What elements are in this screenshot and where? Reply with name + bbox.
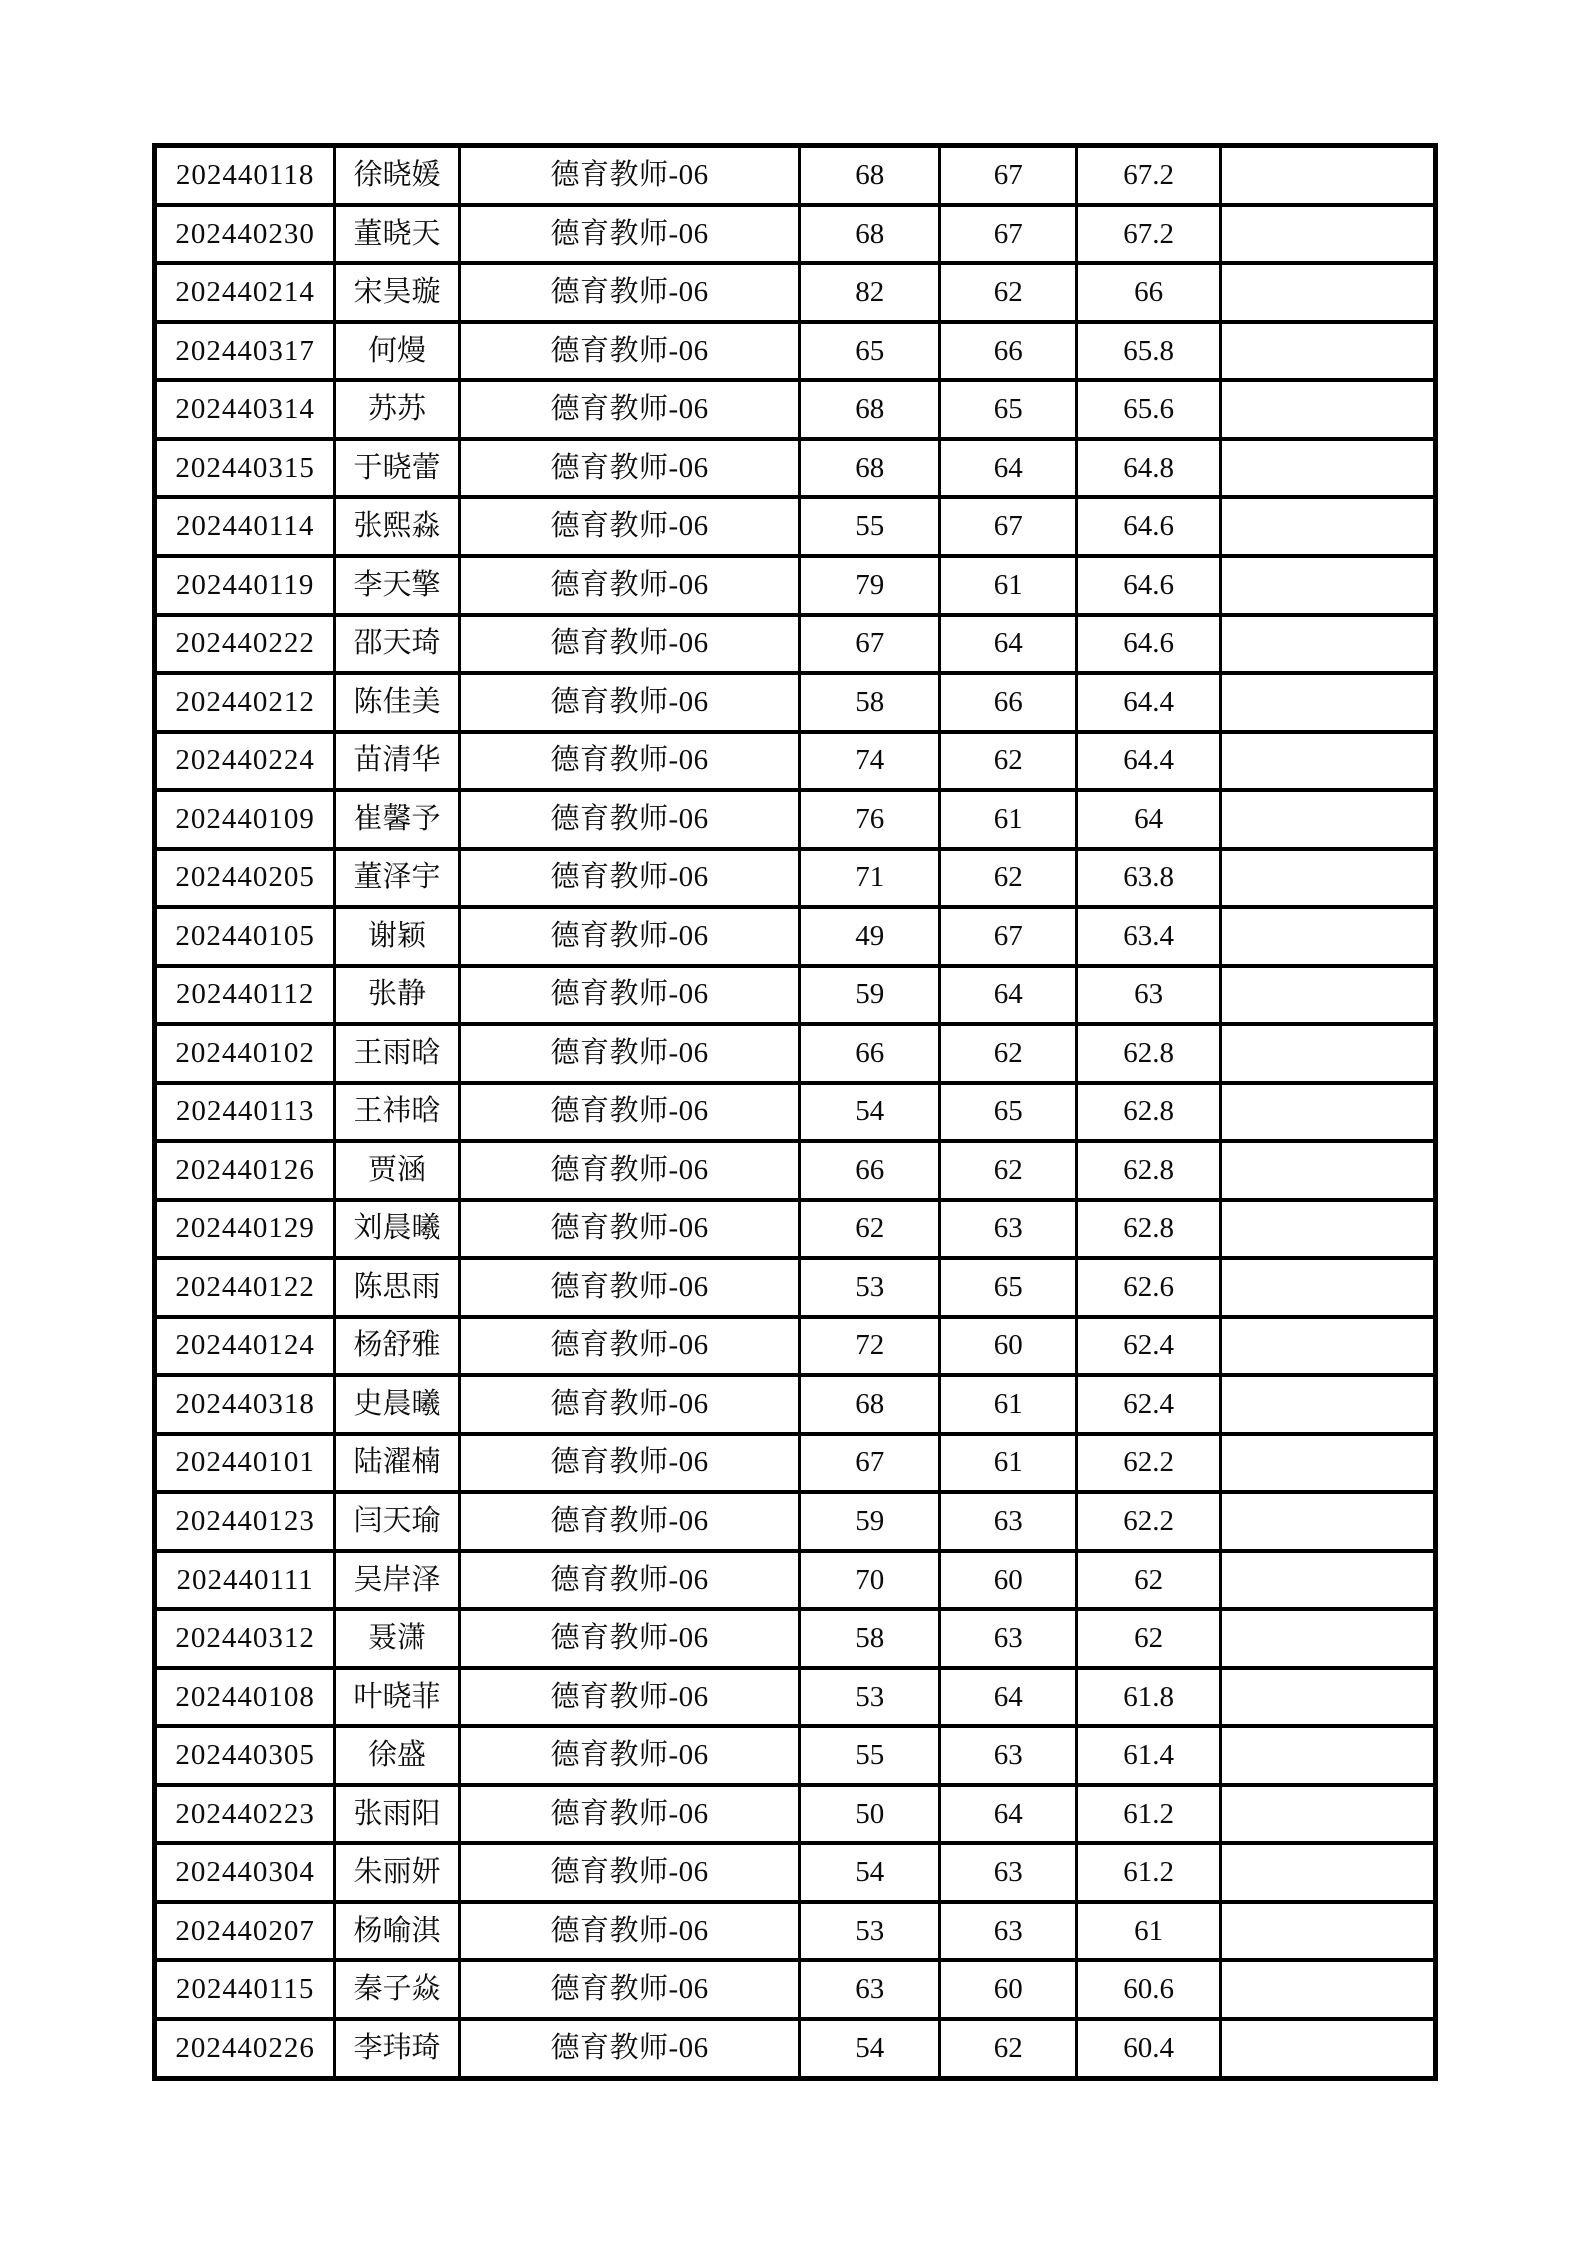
cell-score-2: 63 bbox=[939, 1902, 1076, 1961]
cell-position: 德育教师-06 bbox=[459, 1258, 800, 1317]
table-row bbox=[155, 1960, 1436, 2019]
cell-candidate-id: 202440222 bbox=[155, 615, 335, 674]
cell-score-2: 66 bbox=[939, 673, 1076, 732]
cell-score-3: 62.8 bbox=[1077, 1141, 1220, 1200]
table-row bbox=[155, 1551, 1436, 1610]
cell-blank bbox=[1220, 146, 1435, 205]
table-row bbox=[155, 1141, 1436, 1200]
cell-blank bbox=[1220, 966, 1435, 1025]
cell-score-3: 61.8 bbox=[1077, 1668, 1220, 1727]
cell-score-3: 64.6 bbox=[1077, 556, 1220, 615]
table-row bbox=[155, 1083, 1436, 1142]
cell-blank bbox=[1220, 615, 1435, 674]
cell-candidate-id: 202440129 bbox=[155, 1200, 335, 1259]
cell-name: 杨舒雅 bbox=[335, 1317, 460, 1376]
cell-score-1: 53 bbox=[800, 1258, 940, 1317]
cell-name: 吴岸泽 bbox=[335, 1551, 460, 1610]
cell-position: 德育教师-06 bbox=[459, 966, 800, 1025]
cell-candidate-id: 202440124 bbox=[155, 1317, 335, 1376]
cell-blank bbox=[1220, 205, 1435, 264]
cell-name: 贾涵 bbox=[335, 1141, 460, 1200]
cell-candidate-id: 202440315 bbox=[155, 439, 335, 498]
cell-candidate-id: 202440118 bbox=[155, 146, 335, 205]
cell-candidate-id: 202440205 bbox=[155, 849, 335, 908]
cell-position: 德育教师-06 bbox=[459, 1375, 800, 1434]
cell-position: 德育教师-06 bbox=[459, 380, 800, 439]
cell-name: 闫天瑜 bbox=[335, 1492, 460, 1551]
table-row bbox=[155, 439, 1436, 498]
cell-position: 德育教师-06 bbox=[459, 1141, 800, 1200]
cell-score-1: 68 bbox=[800, 1375, 940, 1434]
table-row bbox=[155, 615, 1436, 674]
cell-position: 德育教师-06 bbox=[459, 556, 800, 615]
cell-score-1: 70 bbox=[800, 1551, 940, 1610]
cell-candidate-id: 202440207 bbox=[155, 1902, 335, 1961]
cell-position: 德育教师-06 bbox=[459, 615, 800, 674]
cell-name: 苗清华 bbox=[335, 732, 460, 791]
cell-candidate-id: 202440119 bbox=[155, 556, 335, 615]
cell-name: 李玮琦 bbox=[335, 2019, 460, 2079]
cell-score-1: 68 bbox=[800, 146, 940, 205]
cell-score-2: 64 bbox=[939, 966, 1076, 1025]
cell-candidate-id: 202440223 bbox=[155, 1785, 335, 1844]
cell-blank bbox=[1220, 380, 1435, 439]
table-row bbox=[155, 1668, 1436, 1727]
cell-position: 德育教师-06 bbox=[459, 1960, 800, 2019]
cell-position: 德育教师-06 bbox=[459, 1902, 800, 1961]
cell-score-3: 64.6 bbox=[1077, 497, 1220, 556]
cell-name: 叶晓菲 bbox=[335, 1668, 460, 1727]
cell-name: 张雨阳 bbox=[335, 1785, 460, 1844]
cell-blank bbox=[1220, 497, 1435, 556]
cell-score-2: 65 bbox=[939, 1258, 1076, 1317]
cell-position: 德育教师-06 bbox=[459, 1843, 800, 1902]
cell-blank bbox=[1220, 673, 1435, 732]
cell-position: 德育教师-06 bbox=[459, 205, 800, 264]
cell-score-2: 63 bbox=[939, 1726, 1076, 1785]
cell-score-1: 76 bbox=[800, 790, 940, 849]
cell-name: 何熳 bbox=[335, 322, 460, 381]
cell-score-1: 66 bbox=[800, 1141, 940, 1200]
cell-candidate-id: 202440214 bbox=[155, 263, 335, 322]
cell-score-2: 65 bbox=[939, 380, 1076, 439]
cell-name: 董晓天 bbox=[335, 205, 460, 264]
cell-name: 聂潇 bbox=[335, 1609, 460, 1668]
cell-score-3: 60.4 bbox=[1077, 2019, 1220, 2079]
cell-score-3: 64.8 bbox=[1077, 439, 1220, 498]
table-row bbox=[155, 1843, 1436, 1902]
cell-score-2: 63 bbox=[939, 1492, 1076, 1551]
cell-position: 德育教师-06 bbox=[459, 1785, 800, 1844]
cell-score-1: 68 bbox=[800, 380, 940, 439]
cell-name: 张静 bbox=[335, 966, 460, 1025]
cell-position: 德育教师-06 bbox=[459, 1726, 800, 1785]
cell-candidate-id: 202440114 bbox=[155, 497, 335, 556]
cell-score-2: 67 bbox=[939, 205, 1076, 264]
cell-candidate-id: 202440126 bbox=[155, 1141, 335, 1200]
cell-position: 德育教师-06 bbox=[459, 849, 800, 908]
cell-score-3: 60.6 bbox=[1077, 1960, 1220, 2019]
cell-score-1: 68 bbox=[800, 439, 940, 498]
cell-position: 德育教师-06 bbox=[459, 263, 800, 322]
cell-name: 王祎晗 bbox=[335, 1083, 460, 1142]
cell-position: 德育教师-06 bbox=[459, 1083, 800, 1142]
cell-score-3: 62.2 bbox=[1077, 1492, 1220, 1551]
cell-blank bbox=[1220, 732, 1435, 791]
cell-candidate-id: 202440230 bbox=[155, 205, 335, 264]
cell-name: 陈思雨 bbox=[335, 1258, 460, 1317]
cell-name: 陈佳美 bbox=[335, 673, 460, 732]
cell-score-2: 61 bbox=[939, 790, 1076, 849]
cell-score-3: 61.2 bbox=[1077, 1785, 1220, 1844]
cell-candidate-id: 202440111 bbox=[155, 1551, 335, 1610]
table-row bbox=[155, 1492, 1436, 1551]
cell-blank bbox=[1220, 1785, 1435, 1844]
cell-score-1: 49 bbox=[800, 907, 940, 966]
cell-blank bbox=[1220, 1492, 1435, 1551]
cell-score-1: 72 bbox=[800, 1317, 940, 1376]
cell-position: 德育教师-06 bbox=[459, 1434, 800, 1493]
cell-blank bbox=[1220, 439, 1435, 498]
cell-name: 宋昊璇 bbox=[335, 263, 460, 322]
cell-score-2: 67 bbox=[939, 146, 1076, 205]
cell-score-3: 65.8 bbox=[1077, 322, 1220, 381]
cell-score-2: 61 bbox=[939, 1375, 1076, 1434]
cell-score-3: 67.2 bbox=[1077, 205, 1220, 264]
cell-score-1: 53 bbox=[800, 1902, 940, 1961]
cell-name: 徐晓媛 bbox=[335, 146, 460, 205]
table-row bbox=[155, 1902, 1436, 1961]
cell-blank bbox=[1220, 322, 1435, 381]
table-row bbox=[155, 1317, 1436, 1376]
cell-name: 陆濯楠 bbox=[335, 1434, 460, 1493]
cell-candidate-id: 202440212 bbox=[155, 673, 335, 732]
table-row bbox=[155, 966, 1436, 1025]
cell-position: 德育教师-06 bbox=[459, 732, 800, 791]
cell-score-1: 59 bbox=[800, 1492, 940, 1551]
cell-blank bbox=[1220, 263, 1435, 322]
cell-score-2: 66 bbox=[939, 322, 1076, 381]
table-row bbox=[155, 497, 1436, 556]
cell-score-2: 65 bbox=[939, 1083, 1076, 1142]
table-row bbox=[155, 2019, 1436, 2079]
cell-name: 刘晨曦 bbox=[335, 1200, 460, 1259]
cell-score-3: 62.2 bbox=[1077, 1434, 1220, 1493]
cell-candidate-id: 202440317 bbox=[155, 322, 335, 381]
cell-score-2: 62 bbox=[939, 849, 1076, 908]
cell-candidate-id: 202440109 bbox=[155, 790, 335, 849]
cell-score-3: 63.4 bbox=[1077, 907, 1220, 966]
cell-score-3: 62.4 bbox=[1077, 1375, 1220, 1434]
cell-position: 德育教师-06 bbox=[459, 439, 800, 498]
cell-score-2: 62 bbox=[939, 2019, 1076, 2079]
cell-candidate-id: 202440123 bbox=[155, 1492, 335, 1551]
cell-score-3: 62.6 bbox=[1077, 1258, 1220, 1317]
cell-blank bbox=[1220, 1551, 1435, 1610]
cell-blank bbox=[1220, 2019, 1435, 2079]
cell-score-3: 61.4 bbox=[1077, 1726, 1220, 1785]
cell-candidate-id: 202440102 bbox=[155, 1024, 335, 1083]
cell-score-1: 50 bbox=[800, 1785, 940, 1844]
cell-candidate-id: 202440312 bbox=[155, 1609, 335, 1668]
cell-candidate-id: 202440105 bbox=[155, 907, 335, 966]
cell-position: 德育教师-06 bbox=[459, 146, 800, 205]
cell-blank bbox=[1220, 1668, 1435, 1727]
cell-candidate-id: 202440112 bbox=[155, 966, 335, 1025]
cell-score-1: 68 bbox=[800, 205, 940, 264]
cell-name: 谢颖 bbox=[335, 907, 460, 966]
cell-candidate-id: 202440224 bbox=[155, 732, 335, 791]
cell-score-3: 65.6 bbox=[1077, 380, 1220, 439]
cell-candidate-id: 202440113 bbox=[155, 1083, 335, 1142]
cell-blank bbox=[1220, 1317, 1435, 1376]
cell-name: 苏苏 bbox=[335, 380, 460, 439]
cell-position: 德育教师-06 bbox=[459, 497, 800, 556]
cell-score-2: 62 bbox=[939, 263, 1076, 322]
cell-score-2: 67 bbox=[939, 497, 1076, 556]
cell-candidate-id: 202440108 bbox=[155, 1668, 335, 1727]
cell-name: 徐盛 bbox=[335, 1726, 460, 1785]
cell-name: 张熙淼 bbox=[335, 497, 460, 556]
table-row bbox=[155, 205, 1436, 264]
cell-score-3: 62.8 bbox=[1077, 1083, 1220, 1142]
cell-score-1: 63 bbox=[800, 1960, 940, 2019]
cell-name: 李天擎 bbox=[335, 556, 460, 615]
table-row bbox=[155, 1200, 1436, 1259]
table-row bbox=[155, 1609, 1436, 1668]
table-row bbox=[155, 322, 1436, 381]
cell-blank bbox=[1220, 849, 1435, 908]
table-row bbox=[155, 732, 1436, 791]
cell-position: 德育教师-06 bbox=[459, 1317, 800, 1376]
table-row bbox=[155, 849, 1436, 908]
cell-score-3: 62.8 bbox=[1077, 1200, 1220, 1259]
cell-score-3: 62.4 bbox=[1077, 1317, 1220, 1376]
cell-score-1: 54 bbox=[800, 2019, 940, 2079]
table-row bbox=[155, 1375, 1436, 1434]
cell-position: 德育教师-06 bbox=[459, 2019, 800, 2079]
cell-score-3: 61.2 bbox=[1077, 1843, 1220, 1902]
cell-score-3: 62 bbox=[1077, 1551, 1220, 1610]
cell-position: 德育教师-06 bbox=[459, 1492, 800, 1551]
table-row bbox=[155, 1024, 1436, 1083]
table-row bbox=[155, 556, 1436, 615]
cell-score-3: 63 bbox=[1077, 966, 1220, 1025]
cell-score-3: 67.2 bbox=[1077, 146, 1220, 205]
cell-score-2: 62 bbox=[939, 1024, 1076, 1083]
cell-score-1: 55 bbox=[800, 497, 940, 556]
cell-candidate-id: 202440122 bbox=[155, 1258, 335, 1317]
cell-blank bbox=[1220, 907, 1435, 966]
cell-name: 董泽宇 bbox=[335, 849, 460, 908]
cell-candidate-id: 202440226 bbox=[155, 2019, 335, 2079]
cell-name: 杨喻淇 bbox=[335, 1902, 460, 1961]
cell-score-2: 60 bbox=[939, 1317, 1076, 1376]
cell-score-3: 64.4 bbox=[1077, 732, 1220, 791]
cell-score-3: 64.6 bbox=[1077, 615, 1220, 674]
cell-score-2: 64 bbox=[939, 439, 1076, 498]
table-row bbox=[155, 673, 1436, 732]
cell-blank bbox=[1220, 1141, 1435, 1200]
cell-score-1: 58 bbox=[800, 673, 940, 732]
cell-score-3: 62 bbox=[1077, 1609, 1220, 1668]
cell-blank bbox=[1220, 1960, 1435, 2019]
cell-position: 德育教师-06 bbox=[459, 1200, 800, 1259]
cell-position: 德育教师-06 bbox=[459, 1609, 800, 1668]
cell-score-1: 66 bbox=[800, 1024, 940, 1083]
table-row bbox=[155, 1258, 1436, 1317]
cell-blank bbox=[1220, 1726, 1435, 1785]
results-table bbox=[152, 143, 1438, 2081]
cell-score-2: 67 bbox=[939, 907, 1076, 966]
cell-score-1: 65 bbox=[800, 322, 940, 381]
cell-blank bbox=[1220, 1434, 1435, 1493]
cell-blank bbox=[1220, 1375, 1435, 1434]
cell-name: 秦子焱 bbox=[335, 1960, 460, 2019]
cell-blank bbox=[1220, 790, 1435, 849]
cell-candidate-id: 202440318 bbox=[155, 1375, 335, 1434]
cell-blank bbox=[1220, 556, 1435, 615]
cell-score-2: 63 bbox=[939, 1843, 1076, 1902]
cell-score-1: 62 bbox=[800, 1200, 940, 1259]
table-row bbox=[155, 790, 1436, 849]
cell-position: 德育教师-06 bbox=[459, 907, 800, 966]
table-row bbox=[155, 263, 1436, 322]
cell-score-3: 62.8 bbox=[1077, 1024, 1220, 1083]
cell-score-2: 61 bbox=[939, 556, 1076, 615]
cell-score-3: 63.8 bbox=[1077, 849, 1220, 908]
cell-score-2: 60 bbox=[939, 1551, 1076, 1610]
table-row bbox=[155, 1434, 1436, 1493]
cell-score-1: 53 bbox=[800, 1668, 940, 1727]
cell-blank bbox=[1220, 1024, 1435, 1083]
cell-score-3: 61 bbox=[1077, 1902, 1220, 1961]
cell-position: 德育教师-06 bbox=[459, 322, 800, 381]
cell-position: 德育教师-06 bbox=[459, 1668, 800, 1727]
cell-score-3: 66 bbox=[1077, 263, 1220, 322]
table-row bbox=[155, 380, 1436, 439]
cell-blank bbox=[1220, 1902, 1435, 1961]
cell-name: 邵天琦 bbox=[335, 615, 460, 674]
cell-name: 崔馨予 bbox=[335, 790, 460, 849]
cell-candidate-id: 202440314 bbox=[155, 380, 335, 439]
cell-candidate-id: 202440304 bbox=[155, 1843, 335, 1902]
cell-score-1: 54 bbox=[800, 1843, 940, 1902]
cell-blank bbox=[1220, 1258, 1435, 1317]
cell-score-1: 55 bbox=[800, 1726, 940, 1785]
cell-position: 德育教师-06 bbox=[459, 790, 800, 849]
cell-score-1: 79 bbox=[800, 556, 940, 615]
cell-score-2: 64 bbox=[939, 1668, 1076, 1727]
cell-score-1: 54 bbox=[800, 1083, 940, 1142]
cell-score-1: 82 bbox=[800, 263, 940, 322]
cell-score-3: 64 bbox=[1077, 790, 1220, 849]
cell-score-2: 61 bbox=[939, 1434, 1076, 1493]
cell-blank bbox=[1220, 1843, 1435, 1902]
cell-score-1: 67 bbox=[800, 1434, 940, 1493]
cell-position: 德育教师-06 bbox=[459, 1024, 800, 1083]
cell-candidate-id: 202440101 bbox=[155, 1434, 335, 1493]
table-row bbox=[155, 146, 1436, 205]
table-row bbox=[155, 1726, 1436, 1785]
cell-score-3: 64.4 bbox=[1077, 673, 1220, 732]
table-row bbox=[155, 1785, 1436, 1844]
cell-candidate-id: 202440305 bbox=[155, 1726, 335, 1785]
cell-name: 朱丽妍 bbox=[335, 1843, 460, 1902]
cell-score-1: 59 bbox=[800, 966, 940, 1025]
cell-position: 德育教师-06 bbox=[459, 673, 800, 732]
cell-score-2: 62 bbox=[939, 732, 1076, 791]
cell-score-2: 63 bbox=[939, 1609, 1076, 1668]
cell-score-2: 62 bbox=[939, 1141, 1076, 1200]
cell-score-2: 60 bbox=[939, 1960, 1076, 2019]
cell-name: 王雨晗 bbox=[335, 1024, 460, 1083]
cell-score-1: 67 bbox=[800, 615, 940, 674]
cell-score-1: 74 bbox=[800, 732, 940, 791]
cell-score-2: 64 bbox=[939, 615, 1076, 674]
cell-blank bbox=[1220, 1609, 1435, 1668]
cell-name: 史晨曦 bbox=[335, 1375, 460, 1434]
table-row bbox=[155, 907, 1436, 966]
cell-score-1: 58 bbox=[800, 1609, 940, 1668]
cell-score-1: 71 bbox=[800, 849, 940, 908]
cell-position: 德育教师-06 bbox=[459, 1551, 800, 1610]
cell-score-2: 64 bbox=[939, 1785, 1076, 1844]
cell-score-2: 63 bbox=[939, 1200, 1076, 1259]
cell-blank bbox=[1220, 1200, 1435, 1259]
cell-candidate-id: 202440115 bbox=[155, 1960, 335, 2019]
cell-blank bbox=[1220, 1083, 1435, 1142]
cell-name: 于晓蕾 bbox=[335, 439, 460, 498]
